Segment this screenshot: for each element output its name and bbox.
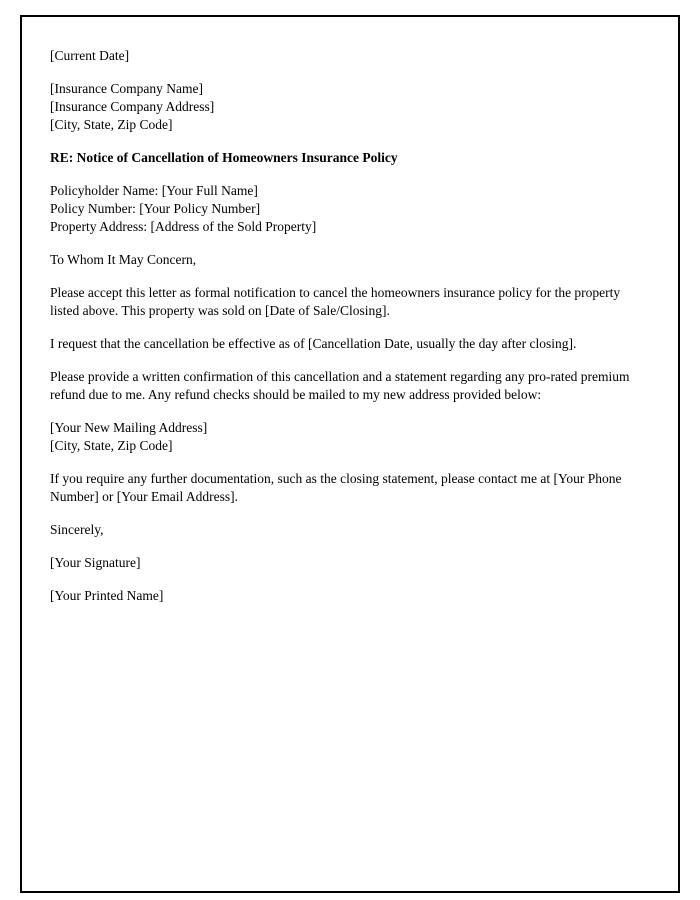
recipient-address-block bbox=[50, 80, 633, 134]
paragraph-refund-request: Please provide a written confirmation of this cancellation and a statement regarding any pro-rated premium refund due to me. Any refund checks should be mailed to my new address provided below: bbox=[50, 369, 630, 402]
new-mailing-address-block bbox=[50, 419, 633, 455]
subject-line: RE: Notice of Cancellation of Homeowners Insurance Policy bbox=[50, 150, 398, 165]
signature-placeholder: [Your Signature] bbox=[50, 555, 141, 570]
recipient-company-address: [Insurance Company Address] bbox=[50, 99, 215, 114]
printed-name-placeholder: [Your Printed Name] bbox=[50, 588, 164, 603]
paragraph-further-documentation: If you require any further documentation, such as the closing statement, please contact me at [Your Phone Number] or [Your Email Address]. bbox=[50, 471, 622, 504]
policy-details-block bbox=[50, 182, 633, 236]
new-mailing-address-line: [Your New Mailing Address] bbox=[50, 420, 208, 435]
recipient-company-name: [Insurance Company Name] bbox=[50, 81, 203, 96]
salutation-line: To Whom It May Concern, bbox=[50, 252, 197, 267]
policy-number-line: Policy Number: [Your Policy Number] bbox=[50, 201, 261, 216]
recipient-city-state-zip: [City, State, Zip Code] bbox=[50, 117, 173, 132]
property-address-line: Property Address: [Address of the Sold Property] bbox=[50, 219, 317, 234]
new-city-state-zip-line: [City, State, Zip Code] bbox=[50, 438, 173, 453]
letter-page bbox=[20, 15, 680, 893]
policyholder-name-line: Policyholder Name: [Your Full Name] bbox=[50, 183, 258, 198]
paragraph-cancellation-notification: Please accept this letter as formal notification to cancel the homeowners insurance policy for the property listed above. This property was sold on [Date of Sale/Closing]. bbox=[50, 285, 621, 318]
current-date-line: [Current Date] bbox=[50, 48, 130, 63]
paragraph-effective-date: I request that the cancellation be effective as of [Cancellation Date, usually the day after closing]. bbox=[50, 336, 577, 351]
closing-line: Sincerely, bbox=[50, 522, 104, 537]
